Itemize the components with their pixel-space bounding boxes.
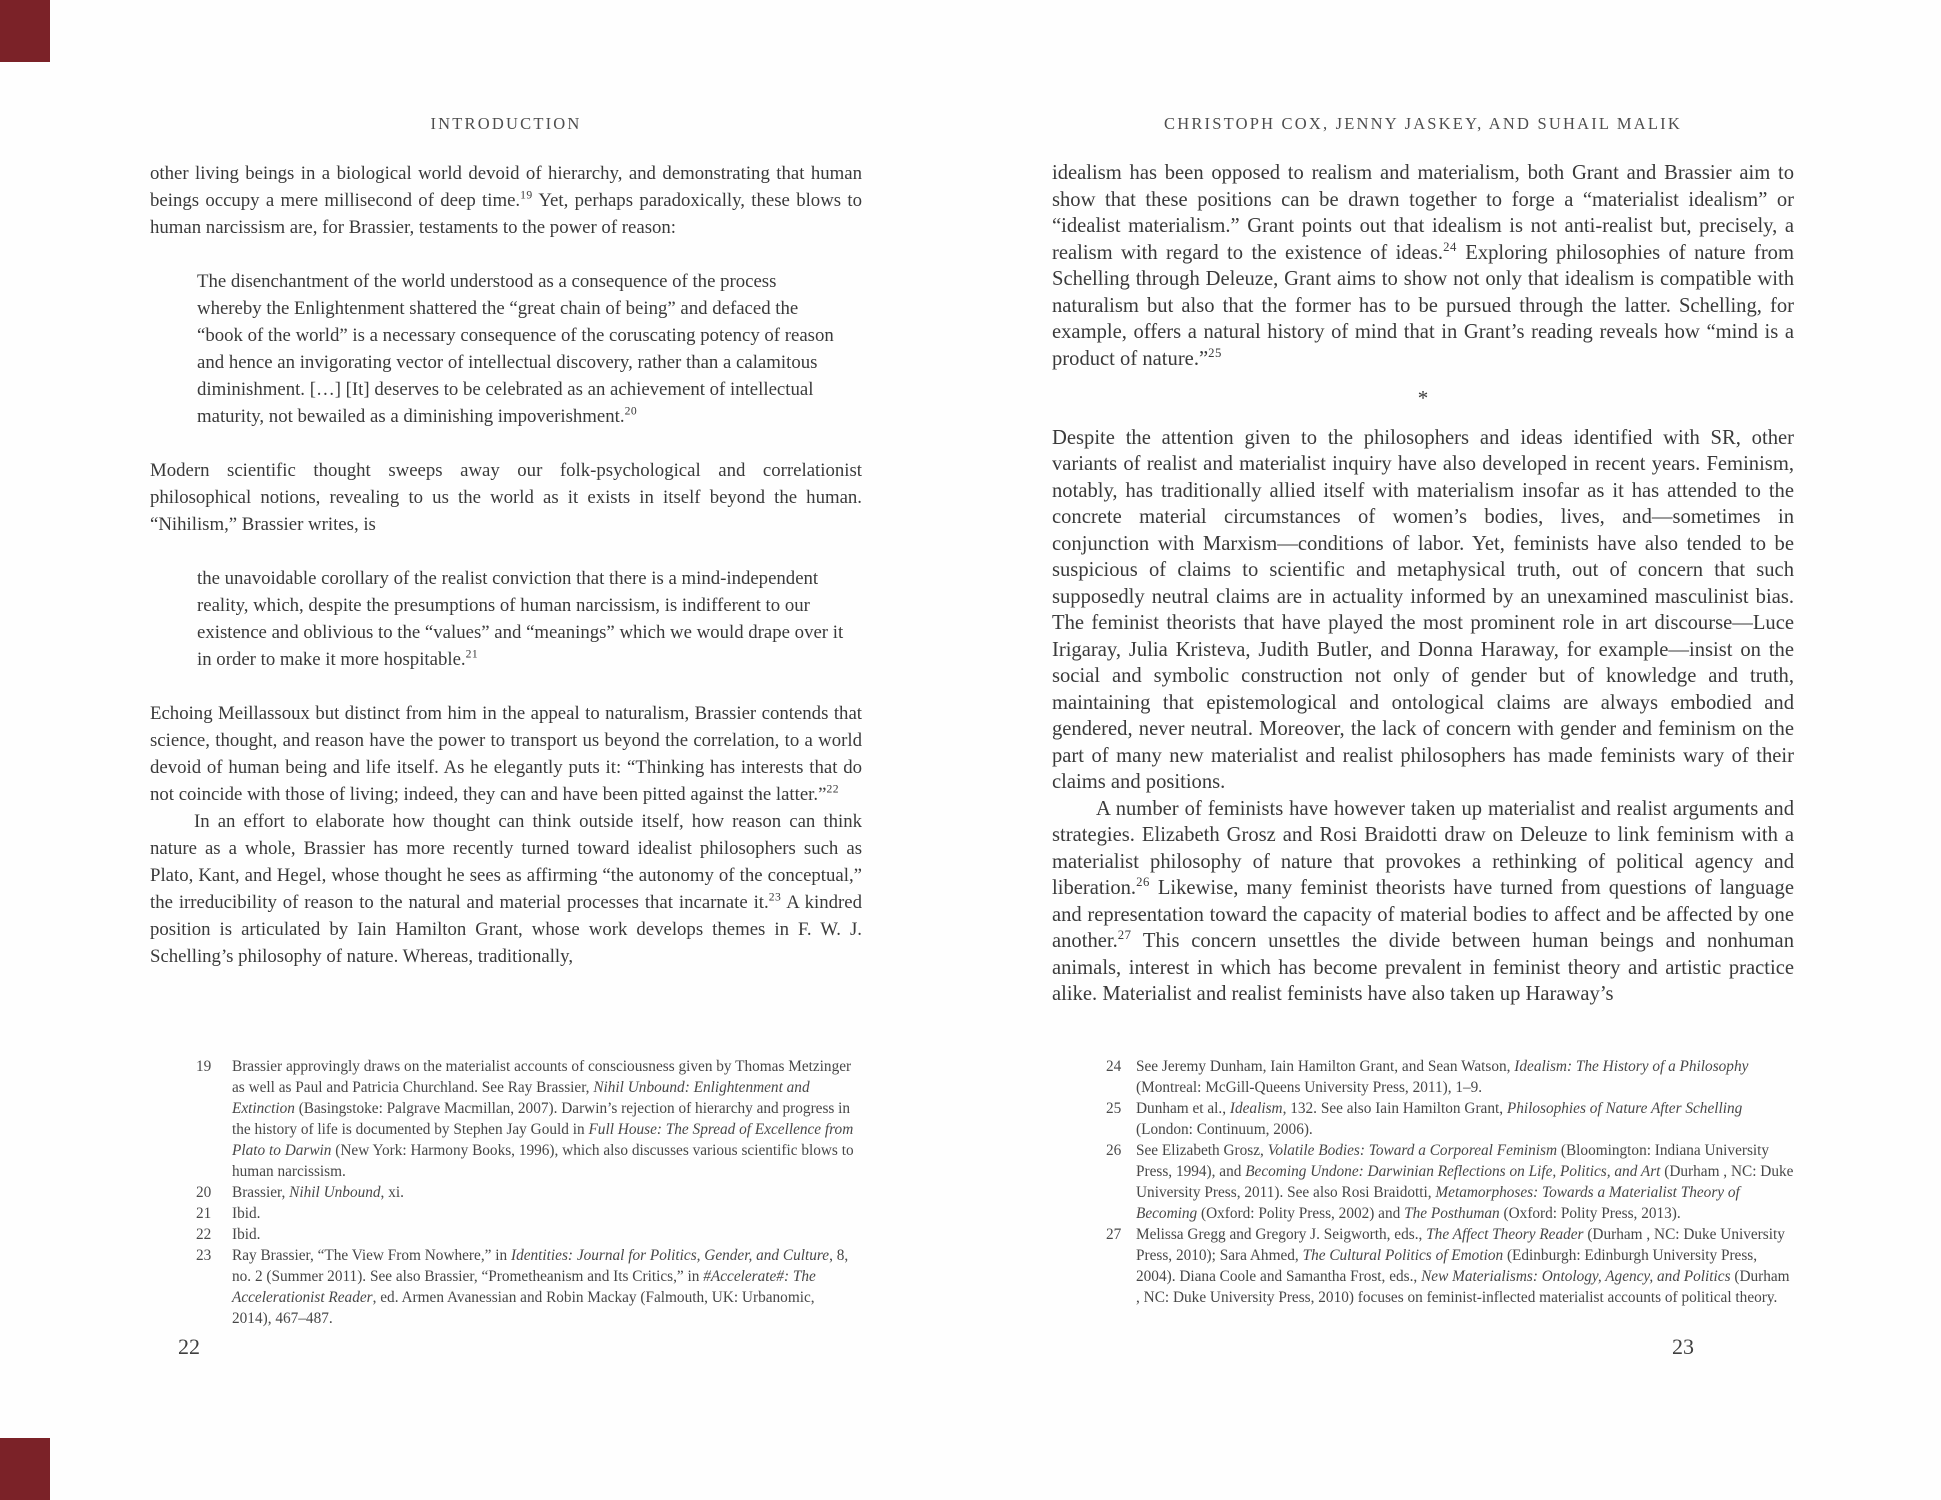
footnote-number: 25 (1106, 1100, 1122, 1117)
text-run: (Basingstoke: Palgrave Macmillan, 2007). Darwin’s rejection of hierarchy and progress in the history of life is documented by Stephen Jay Gould in (232, 1100, 851, 1138)
footnote-text (232, 1182, 856, 1203)
paragraph (1052, 425, 1794, 796)
page-right (1052, 0, 1794, 1500)
text-run: Likewise, many feminist theorists have turned from questions of language and representation toward the capacity of material bodies to affect and be affected by one another. (1052, 877, 1794, 952)
text-run: See Jeremy Dunham, Iain Hamilton Grant, and Sean Watson, (1136, 1058, 1515, 1075)
page-number-right: 23 (1672, 1334, 1694, 1359)
text-run: Ray Brassier, “The View From Nowhere,” in (232, 1247, 511, 1264)
text-run: (Montreal: McGill-Queens University Press, 2011), 1–9. (1136, 1079, 1483, 1096)
text-run: The disenchantment of the world understood as a consequence of the process whereby the Enlightenment shattered the “great chain of being” and defaced the “book of the world” is a necessary consequence of the coruscating potency of reason and hence an invigorating vector of intellectual discovery, rather than a calamitous diminishment. […] [It] deserves to be celebrated as an achievement of intellectual maturity, not bewailed as a diminishing impoverishment. (197, 271, 834, 427)
paragraph (150, 700, 862, 808)
italic-title: The Cultural Politics of Emotion (1302, 1247, 1504, 1264)
footnote-ref: 25 (1208, 345, 1222, 360)
italic-title: Nihil Unbound (289, 1184, 381, 1201)
text-run: (London: Continuum, 2006). (1136, 1121, 1313, 1138)
text-run: Ibid. (232, 1226, 261, 1243)
footnote (196, 1245, 856, 1329)
text-run: A kindred position is articulated by Iain Hamilton Grant, whose work develops themes in F. W. J. Schelling’s philosophy of nature. Whereas, traditionally, (150, 892, 862, 967)
footnote (196, 1203, 856, 1224)
text-run: (Durham , NC: Duke University Press, 2010); Sara Ahmed, (1136, 1226, 1785, 1264)
italic-title: Volatile Bodies: Toward a Corporeal Feminism (1267, 1142, 1558, 1159)
italic-title: #Accelerate#: The Accelerationist Reader (232, 1268, 816, 1306)
block-quote (150, 268, 862, 430)
footnote-number: 23 (196, 1247, 212, 1264)
text-run: In an effort to elaborate how thought can think outside itself, how reason can think nature as a whole, Brassier has more recently turned toward idealist philosophers such as Plato, Kant, and Hegel, whose thought he sees as affirming “the autonomy of the conceptual,” the irreducibility of reason to the natural and material processes that incarnate it. (150, 811, 862, 913)
footnote-number: 24 (1106, 1058, 1122, 1075)
text-run: idealism has been opposed to realism and materialism, both Grant and Brassier aim to show that these positions can be drawn together to forge a “materialist idealism” or “idealist materialism.” Grant points out that idealism is not anti-realist but, precisely, a realism with regard to the existence of ideas. (1052, 162, 1794, 264)
footnote (1106, 1224, 1794, 1308)
text-run: Despite the attention given to the philosophers and ideas identified with SR, other variants of realist and materialist inquiry have also developed in recent years. Feminism, notably, has traditionally allied itself with materialism insofar as it has attended to the concrete material circumstances of women’s bodies, lives, and—sometimes in conjunction with Marxism—conditions of labor. Yet, feminists have also tended to be suspicious of claims to scientific and metaphysical truth, out of concern that such supposedly neutral claims are in actuality informed by an unexamined masculinist bias. The feminist theorists that have played the most prominent role in art discourse—Luce Irigaray, Julia Kristeva, Judith Butler, and Donna Haraway, for example—insist on the social and symbolic construction not only of gender but of knowledge and truth, maintaining that epistemological and ontological claims are always embodied and gendered, never neutral. Moreover, the lack of concern with gender and feminism on the part of many new materialist and realist philosophers has made feminists wary of their claims and positions. (1052, 426, 1794, 793)
footnote-text (232, 1224, 856, 1245)
text-run: This concern unsettles the divide between human beings and nonhuman animals, interest in which has become prevalent in feminist theory and artistic practice alike. Materialist and realist feminists have also taken up Haraway’s (1052, 930, 1794, 1005)
text-run: Yet, perhaps paradoxically, these blows to human narcissism are, for Brassier, testaments to the power of reason: (150, 190, 862, 238)
text-run: , xi. (380, 1184, 404, 1201)
footnote (1106, 1056, 1794, 1098)
footnote-ref: 23 (768, 890, 782, 904)
italic-title: Nihil Unbound: Enlightenment and Extinction (232, 1079, 810, 1117)
text-run: Brassier, (232, 1184, 290, 1201)
italic-title: Identities: Journal for Politics, Gender, and Culture (510, 1247, 830, 1264)
footnote-ref: 22 (826, 782, 840, 796)
text-run: (New York: Harmony Books, 1996), which also discusses various scientific blows to human narcissism. (232, 1142, 854, 1180)
footnote-text (1136, 1098, 1794, 1140)
book-cover-edge-bottom (0, 1438, 50, 1500)
italic-title: The Posthuman (1404, 1205, 1500, 1222)
footnote-number: 19 (196, 1058, 212, 1075)
text-run: (Durham , NC: Duke University Press, 2011). See also Rosi Braidotti, (1136, 1163, 1794, 1201)
text-run: Dunham et al., (1136, 1100, 1230, 1117)
text-run: See Elizabeth Grosz, (1136, 1142, 1268, 1159)
text-run: (Oxford: Polity Press, 2002) and (1197, 1205, 1405, 1222)
footnote-ref: 20 (624, 404, 638, 418)
text-run: (Durham , NC: Duke University Press, 2010) focuses on feminist-inflected materialist accounts of political theory. (1136, 1268, 1790, 1306)
text-run: Ibid. (232, 1205, 261, 1222)
italic-title: Philosophies of Nature After Schelling (1506, 1100, 1743, 1117)
footnote-text (1136, 1056, 1794, 1098)
text-run: , 8, no. 2 (Summer 2011). See also Brassier, “Prometheanism and Its Critics,” in (232, 1247, 849, 1285)
footnote-ref: 19 (520, 188, 533, 202)
footnotes-right (1106, 1056, 1794, 1308)
footnote-text (232, 1203, 856, 1224)
italic-title: Idealism: The History of a Philosophy (1514, 1058, 1749, 1075)
footnote-ref: 24 (1443, 239, 1457, 254)
footnote (196, 1224, 856, 1245)
footnote-ref: 26 (1136, 875, 1150, 890)
block-quote (150, 565, 862, 673)
section-divider-asterisk: * (1417, 386, 1429, 410)
paragraph (1052, 796, 1794, 1008)
footnote-text (1136, 1224, 1794, 1308)
footnotes-left (196, 1056, 856, 1329)
paragraph (150, 457, 862, 538)
running-head-right: CHRISTOPH COX, JENNY JASKEY, AND SUHAIL MALIK (1164, 114, 1682, 133)
footnote-ref: 27 (1117, 928, 1132, 943)
text-run: , ed. Armen Avanessian and Robin Mackay (Falmouth, UK: Urbanomic, 2014), 467–487. (232, 1289, 815, 1327)
footnote-text (1136, 1140, 1794, 1224)
text-run: (Bloomington: Indiana University Press, 1994), and (1136, 1142, 1770, 1180)
text-run: other living beings in a biological world devoid of hierarchy, and demonstrating that human beings occupy a mere millisecond of deep time. (150, 163, 862, 211)
text-run: A number of feminists have however taken up materialist and realist arguments and strategies. Elizabeth Grosz and Rosi Braidotti draw on Deleuze to link feminism with a materialist philosophy of nature that provokes a rethinking of political agency and liberation. (1052, 797, 1794, 899)
text-run: Melissa Gregg and Gregory J. Seigworth, eds., (1136, 1226, 1427, 1243)
footnote-number: 27 (1106, 1226, 1122, 1243)
footnote (196, 1056, 856, 1182)
text-run: (Oxford: Polity Press, 2013). (1499, 1205, 1681, 1222)
text-run: , 132. See also Iain Hamilton Grant, (1282, 1100, 1507, 1117)
italic-title: Full House: The Spread of Excellence from Plato to Darwin (232, 1121, 854, 1159)
footnote-number: 26 (1106, 1142, 1122, 1159)
italic-title: Idealism (1229, 1100, 1283, 1117)
paragraph (1052, 160, 1794, 372)
paragraph (150, 160, 862, 241)
footnote (1106, 1098, 1794, 1140)
footnote (196, 1182, 856, 1203)
body-text-right (1052, 160, 1794, 1008)
book-cover-edge-top (0, 0, 50, 62)
text-run: Echoing Meillassoux but distinct from him in the appeal to naturalism, Brassier contends that science, thought, and reason have the power to transport us beyond the correlation, to a world devoid of human being and life itself. As he elegantly puts it: “Thinking has interests that do not coincide with those of living; indeed, they can and have been pitted against the latter.” (150, 703, 862, 805)
footnote-text (232, 1245, 856, 1329)
footnote-number: 22 (196, 1226, 212, 1243)
footnote (1106, 1140, 1794, 1224)
italic-title: Becoming Undone: Darwinian Reflections on Life, Politics, and Art (1245, 1163, 1661, 1180)
italic-title: Metamorphoses: Towards a Materialist Theory of Becoming (1136, 1184, 1740, 1222)
page-left (150, 0, 862, 1500)
page-number-left: 22 (178, 1334, 200, 1359)
footnote-text (232, 1056, 856, 1182)
body-text-left (150, 160, 862, 970)
italic-title: New Materialisms: Ontology, Agency, and Politics (1421, 1268, 1731, 1285)
text-run: Brassier approvingly draws on the materialist accounts of consciousness given by Thomas Metzinger as well as Paul and Patricia Churchland. See Ray Brassier, (232, 1058, 852, 1096)
running-head-left: INTRODUCTION (430, 114, 582, 133)
footnote-number: 21 (196, 1205, 212, 1222)
footnote-number: 20 (196, 1184, 212, 1201)
footnote-ref: 21 (465, 647, 479, 661)
text-run: (Edinburgh: Edinburgh University Press, 2004). Diana Coole and Samantha Frost, eds., (1136, 1247, 1758, 1285)
italic-title: The Affect Theory Reader (1426, 1226, 1584, 1243)
text-run: Modern scientific thought sweeps away our folk-psychological and correlationist philosophical notions, revealing to us the world as it exists in itself beyond the human. “Nihilism,” Brassier writes, is (150, 460, 862, 535)
text-run: the unavoidable corollary of the realist conviction that there is a mind-independent reality, which, despite the presumptions of human narcissism, is indifferent to our existence and oblivious to the “values” and “meanings” which we would drape over it in order to make it more hospitable. (197, 568, 844, 670)
paragraph (150, 808, 862, 970)
text-run: Exploring philosophies of nature from Schelling through Deleuze, Grant aims to show not only that idealism is compatible with naturalism but also that the former has to be pursued through the latter. Schelling, for example, offers a natural history of mind that in Grant’s reading reveals how “mind is a product of nature.” (1052, 241, 1794, 370)
